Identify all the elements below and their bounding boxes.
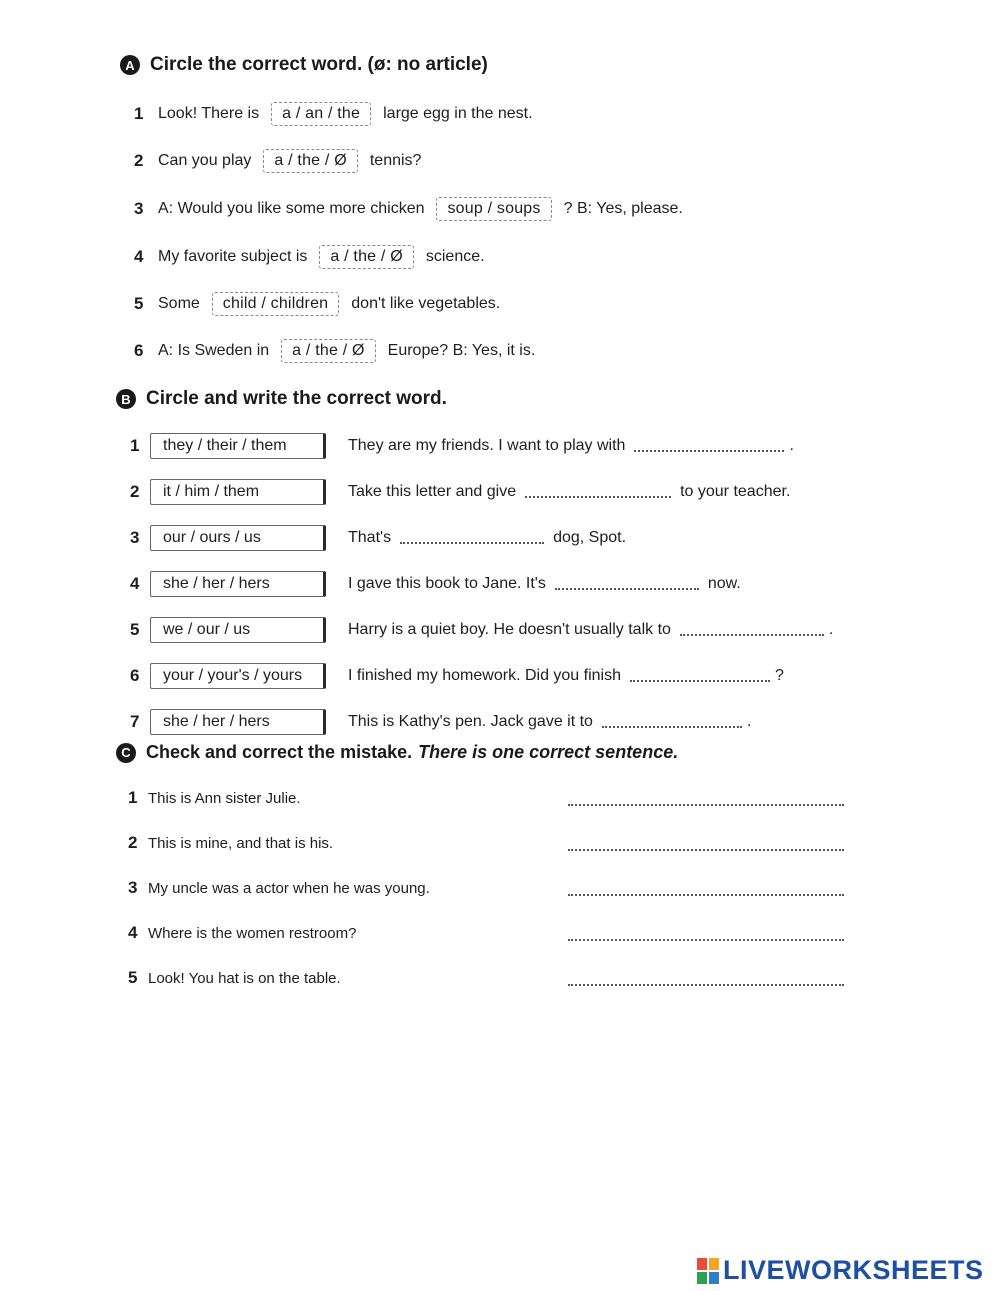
item-text-before: Some — [158, 295, 200, 312]
item-text-before: Harry is a quiet boy. He doesn't usually talk to — [348, 621, 671, 638]
section-a-badge: A — [120, 55, 140, 75]
word-choice-box[interactable]: it / him / them — [150, 479, 326, 505]
item-sentence: This is Ann sister Julie. — [148, 789, 301, 807]
section-a-title: Circle the correct word. (ø: no article) — [150, 54, 488, 75]
item-number: 6 — [134, 341, 144, 360]
logo-text: LIVEWORKSHEETS — [723, 1255, 984, 1285]
word-choice-box[interactable]: she / her / hers — [150, 709, 326, 735]
item-number: 4 — [134, 247, 144, 266]
item-number: 3 — [128, 878, 138, 897]
item-text-after: don't like vegetables. — [351, 295, 501, 312]
word-choice-box[interactable]: they / their / them — [150, 433, 326, 459]
section-b-item-1 — [130, 433, 794, 459]
item-text-before: A: Would you like some more chicken — [158, 200, 425, 217]
item-text-before: I finished my homework. Did you finish — [348, 667, 621, 684]
item-text-before: They are my friends. I want to play with — [348, 437, 626, 454]
correction-answer-line[interactable] — [568, 845, 844, 851]
word-choice-box[interactable]: our / ours / us — [150, 525, 326, 551]
word-choice-box[interactable]: a / the / Ø — [281, 339, 375, 363]
answer-blank[interactable] — [400, 532, 544, 544]
item-text-before: That's — [348, 529, 392, 546]
section-a-item-3 — [134, 197, 687, 221]
item-text-after: to your teacher. — [680, 483, 791, 500]
word-choice-box[interactable]: a / the / Ø — [319, 245, 413, 269]
word-choice-box[interactable]: your / your's / yours — [150, 663, 326, 689]
item-text-after: ? B: Yes, please. — [563, 200, 683, 217]
section-c-item-2 — [128, 833, 333, 853]
liveworksheets-logo[interactable] — [697, 1255, 984, 1286]
item-text-after: . — [746, 713, 752, 730]
item-number: 2 — [130, 482, 140, 501]
item-number: 1 — [134, 104, 144, 123]
answer-blank[interactable] — [555, 578, 699, 590]
section-c-item-1 — [128, 788, 301, 808]
item-text-after: now. — [707, 575, 741, 592]
item-number: 2 — [128, 833, 138, 852]
item-text-before: Take this letter and give — [348, 483, 517, 500]
item-text-before: This is Kathy's pen. Jack gave it to — [348, 713, 593, 730]
word-choice-box[interactable]: a / an / the — [271, 102, 371, 126]
word-choice-box[interactable]: a / the / Ø — [263, 149, 357, 173]
item-number: 5 — [134, 294, 144, 313]
section-c-item-5 — [128, 968, 341, 988]
word-choice-box[interactable]: soup / soups — [436, 197, 551, 221]
item-text-after: . — [828, 621, 834, 638]
item-text-before: Can you play — [158, 152, 252, 169]
answer-blank[interactable] — [680, 624, 824, 636]
item-text-after: tennis? — [369, 152, 422, 169]
item-number: 2 — [134, 151, 144, 170]
section-c-heading — [116, 742, 678, 763]
item-number: 7 — [130, 712, 140, 731]
section-a-item-6 — [134, 339, 539, 363]
answer-blank[interactable] — [634, 440, 784, 452]
section-b-item-5 — [130, 617, 833, 643]
section-c-item-3 — [128, 878, 430, 898]
item-number: 5 — [130, 620, 140, 639]
item-number: 4 — [128, 923, 138, 942]
item-text-before: A: Is Sweden in — [158, 342, 270, 359]
item-text-after: science. — [425, 248, 485, 265]
item-text-before: My favorite subject is — [158, 248, 308, 265]
section-c-subtitle: There is one correct sentence. — [418, 742, 679, 762]
item-number: 1 — [130, 436, 140, 455]
item-text-after: ? — [775, 667, 784, 684]
item-text-after: dog, Spot. — [553, 529, 627, 546]
section-b-title: Circle and write the correct word. — [146, 388, 447, 409]
section-b-item-7 — [130, 709, 751, 735]
section-a-item-1 — [134, 102, 537, 126]
section-a-item-4 — [134, 245, 489, 269]
answer-blank[interactable] — [602, 716, 742, 728]
item-number: 4 — [130, 574, 140, 593]
section-b-heading — [116, 388, 447, 410]
item-number: 5 — [128, 968, 138, 987]
liveworksheets-logo-icon — [697, 1258, 719, 1284]
item-sentence: My uncle was a actor when he was young. — [148, 879, 430, 897]
word-choice-box[interactable]: we / our / us — [150, 617, 326, 643]
correction-answer-line[interactable] — [568, 935, 844, 941]
item-text-before: I gave this book to Jane. It's — [348, 575, 546, 592]
section-a-heading — [120, 54, 488, 76]
item-text-after: Europe? B: Yes, it is. — [387, 342, 536, 359]
answer-blank[interactable] — [525, 486, 671, 498]
answer-blank[interactable] — [630, 670, 770, 682]
section-b-item-2 — [130, 479, 794, 505]
section-b-item-4 — [130, 571, 745, 597]
section-b-item-3 — [130, 525, 630, 551]
section-b-item-6 — [130, 663, 784, 689]
item-text-after: . — [789, 437, 794, 454]
item-number: 6 — [130, 666, 140, 685]
section-c-badge: C — [116, 743, 136, 763]
section-a-item-2 — [134, 149, 425, 173]
item-sentence: This is mine, and that is his. — [148, 834, 334, 852]
item-number: 3 — [134, 199, 144, 218]
section-c-item-4 — [128, 923, 356, 943]
word-choice-box[interactable]: child / children — [212, 292, 339, 316]
item-text-before: Look! There is — [158, 105, 260, 122]
item-sentence: Look! You hat is on the table. — [148, 969, 341, 987]
item-sentence: Where is the women restroom? — [148, 924, 357, 942]
correction-answer-line[interactable] — [568, 800, 844, 806]
word-choice-box[interactable]: she / her / hers — [150, 571, 326, 597]
item-number: 3 — [130, 528, 140, 547]
section-c-title: Check and correct the mistake. — [146, 742, 413, 762]
item-text-after: large egg in the nest. — [383, 105, 533, 122]
section-a-item-5 — [134, 292, 504, 316]
section-b-badge: B — [116, 389, 136, 409]
correction-answer-line[interactable] — [568, 890, 844, 896]
item-number: 1 — [128, 788, 138, 807]
correction-answer-line[interactable] — [568, 980, 844, 986]
